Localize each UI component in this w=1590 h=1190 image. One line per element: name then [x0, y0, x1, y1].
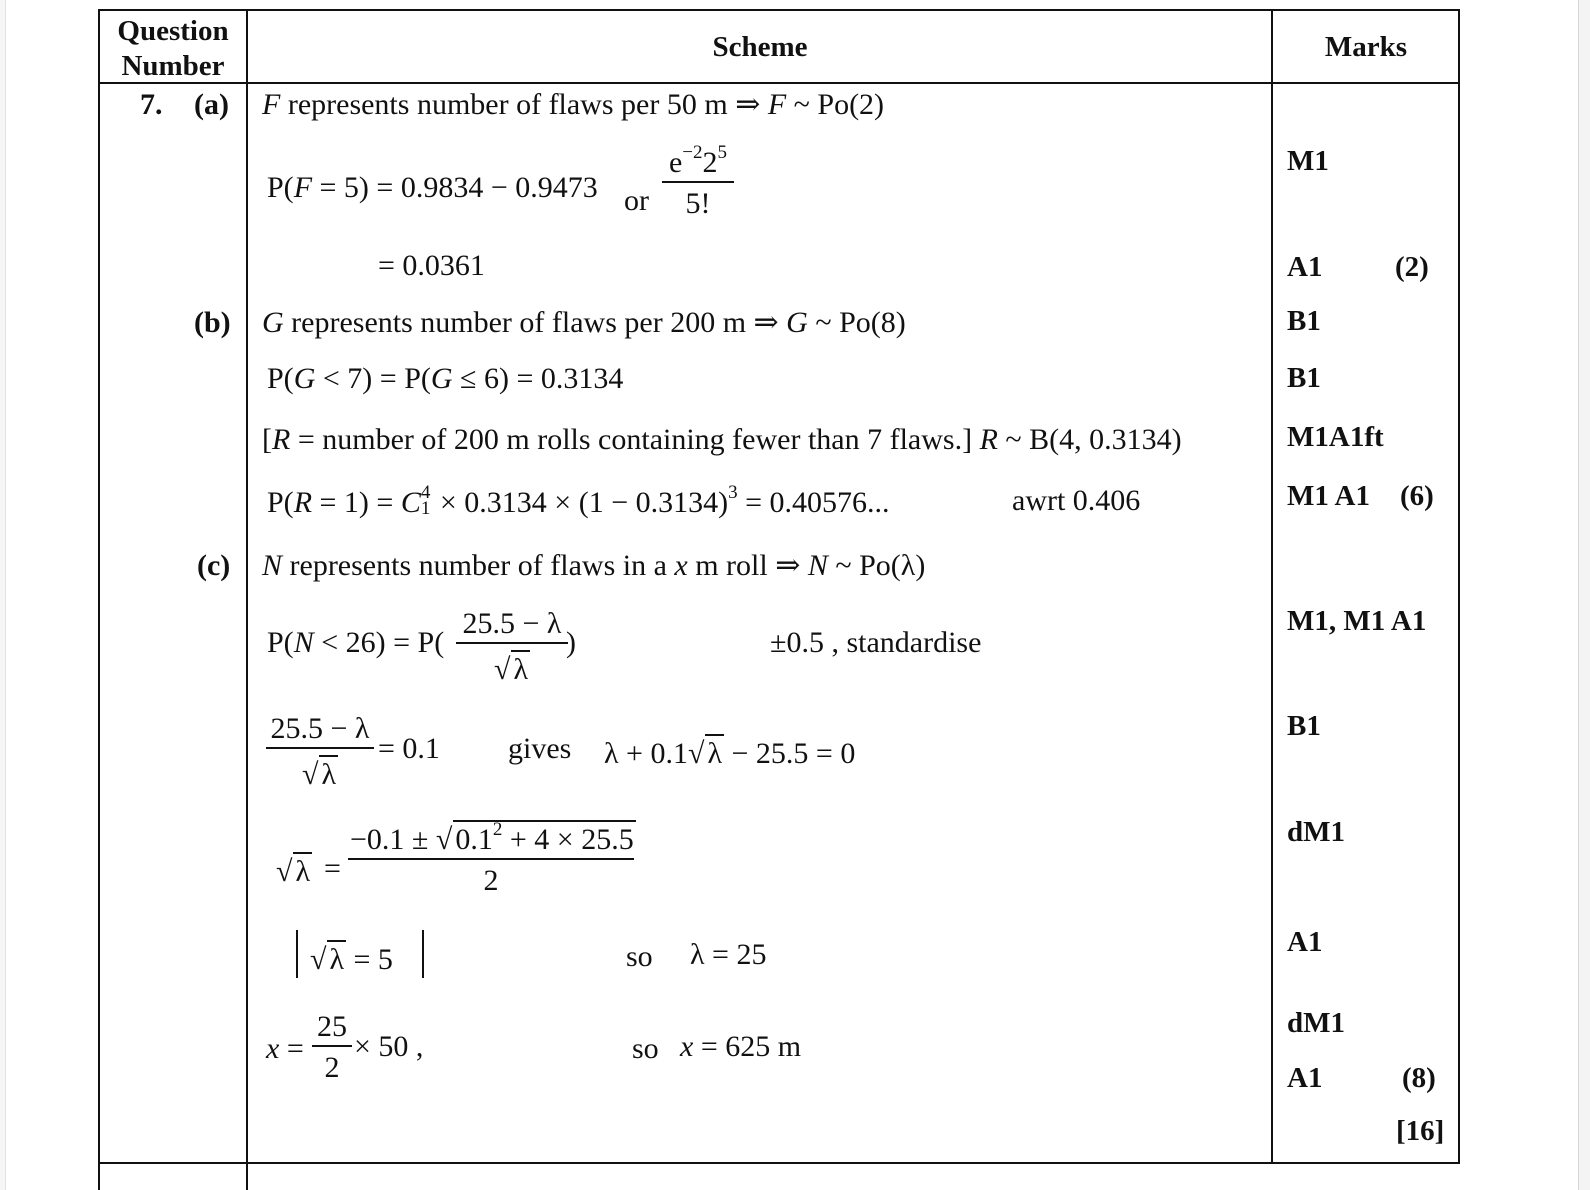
scheme-c-line-6-so: so — [632, 1032, 659, 1065]
mark-grand-total: [16] — [1396, 1115, 1445, 1147]
mark-b-b1-1: B1 — [1287, 305, 1321, 337]
mark-c-a1-1: A1 — [1287, 926, 1323, 958]
table-header-divider — [98, 82, 1460, 84]
scheme-c-quadratic-fraction: $\frac{-0.1 \pm √ 0.1^2 + 4 \times 25.5}{2}$ — [350, 819, 634, 897]
header-scheme: Scheme — [712, 31, 808, 63]
mark-c-total: (8) — [1402, 1062, 1436, 1094]
scheme-b-line-3: [R = number of 200 m rolls containing fewer than 7 flaws.] R ~ B(4, 0.3134) — [262, 423, 1182, 456]
header-marks: Marks — [1324, 31, 1408, 63]
table-top-border — [98, 9, 1460, 11]
scheme-c-line-6-mul: × 50 , — [354, 1030, 424, 1063]
scheme-c-standardise-fraction: $\frac{25.5 - \lambda}{√ \lambda}$ — [456, 609, 568, 685]
mark-b-m1a1: M1 A1 — [1287, 480, 1370, 512]
page-left-edge — [0, 0, 6, 1190]
scheme-c-note: ±0.5 , standardise — [770, 626, 982, 659]
viewer-scrollbar-track[interactable] — [1578, 0, 1590, 1190]
scheme-c-line-2-close: ) — [566, 626, 576, 659]
scheme-c-line-5-result: λ = 25 — [690, 938, 767, 971]
scheme-c-line-1: N represents number of flaws in a x m roll ⇒ N ~ Po(λ) — [262, 549, 926, 582]
mark-c-a1-2: A1 — [1287, 1062, 1323, 1094]
part-c-label: (c) — [197, 549, 231, 582]
scheme-c-line-6-lhs: x = — [266, 1032, 304, 1065]
table-bottom-border — [98, 1162, 1460, 1164]
scheme-c-line-4-eq: = — [324, 852, 341, 885]
part-b-label: (b) — [194, 306, 231, 339]
scheme-a-line-3: = 0.0361 — [378, 249, 485, 282]
part-a-label: (a) — [194, 88, 229, 121]
scheme-c-line-2-lhs: P(N < 26) = P( — [267, 626, 445, 659]
mark-c-b1: B1 — [1287, 710, 1321, 742]
table-col-divider-1 — [246, 9, 248, 1190]
scheme-a-poisson-fraction: $\frac{e^{-2}2^5}{5!}$ — [662, 148, 734, 219]
scheme-a-line-1: F represents number of flaws per 50 m ⇒ F ~ Po(2) — [262, 88, 885, 121]
scheme-b-note: awrt 0.406 — [1012, 484, 1141, 517]
mark-b-total: (6) — [1400, 480, 1434, 512]
mark-a-m1: M1 — [1287, 145, 1329, 177]
scheme-c-line-3-equation: λ + 0.1√ λ − 25.5 = 0 — [604, 734, 855, 769]
mark-a-a1: A1 — [1287, 251, 1323, 283]
scheme-c-line-3-eq: = 0.1 — [378, 732, 440, 765]
scheme-b-line-2: P(G < 7) = P(G ≤ 6) = 0.3134 — [267, 362, 624, 395]
mark-c-dm1-1: dM1 — [1287, 816, 1345, 848]
scheme-b-line-1: G represents number of flaws per 200 m ⇒ G ~ Po(8) — [262, 306, 906, 339]
scheme-b-line-4: P(R = 1) = C 4 1 × $0.3134 \times (1 - 0.3134)^3 = 0.40576$... — [267, 482, 890, 520]
mark-c-dm1-2: dM1 — [1287, 1007, 1345, 1039]
table-right-border — [1458, 9, 1460, 1164]
scheme-c-line-3-fraction: $\frac{25.5 - \lambda}{√ \lambda}$ — [266, 714, 374, 790]
mark-a-total: (2) — [1395, 251, 1429, 283]
scheme-c-line-6-result: x = 625 m — [680, 1030, 802, 1063]
header-question-number: Question Number — [117, 15, 229, 82]
scheme-c-line-3-gives: gives — [508, 732, 572, 765]
scheme-c-line-5-so: so — [626, 940, 653, 973]
table-left-border — [98, 9, 100, 1190]
mark-c-m1m1a1: M1, M1 A1 — [1287, 605, 1427, 637]
scheme-a-line-2: P(F = 5) = 0.9834 − 0.9473 — [267, 171, 598, 204]
mark-b-b1-2: B1 — [1287, 362, 1321, 394]
scheme-c-line-4-lhs: √ λ — [276, 852, 312, 887]
mark-b-m1a1ft: M1A1ft — [1287, 421, 1384, 453]
question-number: 7. — [140, 88, 163, 121]
scheme-c-line-6-fraction: $\frac{25}{2}$ — [312, 1012, 352, 1083]
table-col-divider-2 — [1271, 9, 1273, 1164]
scheme-c-line-5-root: √ λ = 5 — [310, 940, 393, 975]
scheme-a-or: or — [624, 184, 649, 217]
